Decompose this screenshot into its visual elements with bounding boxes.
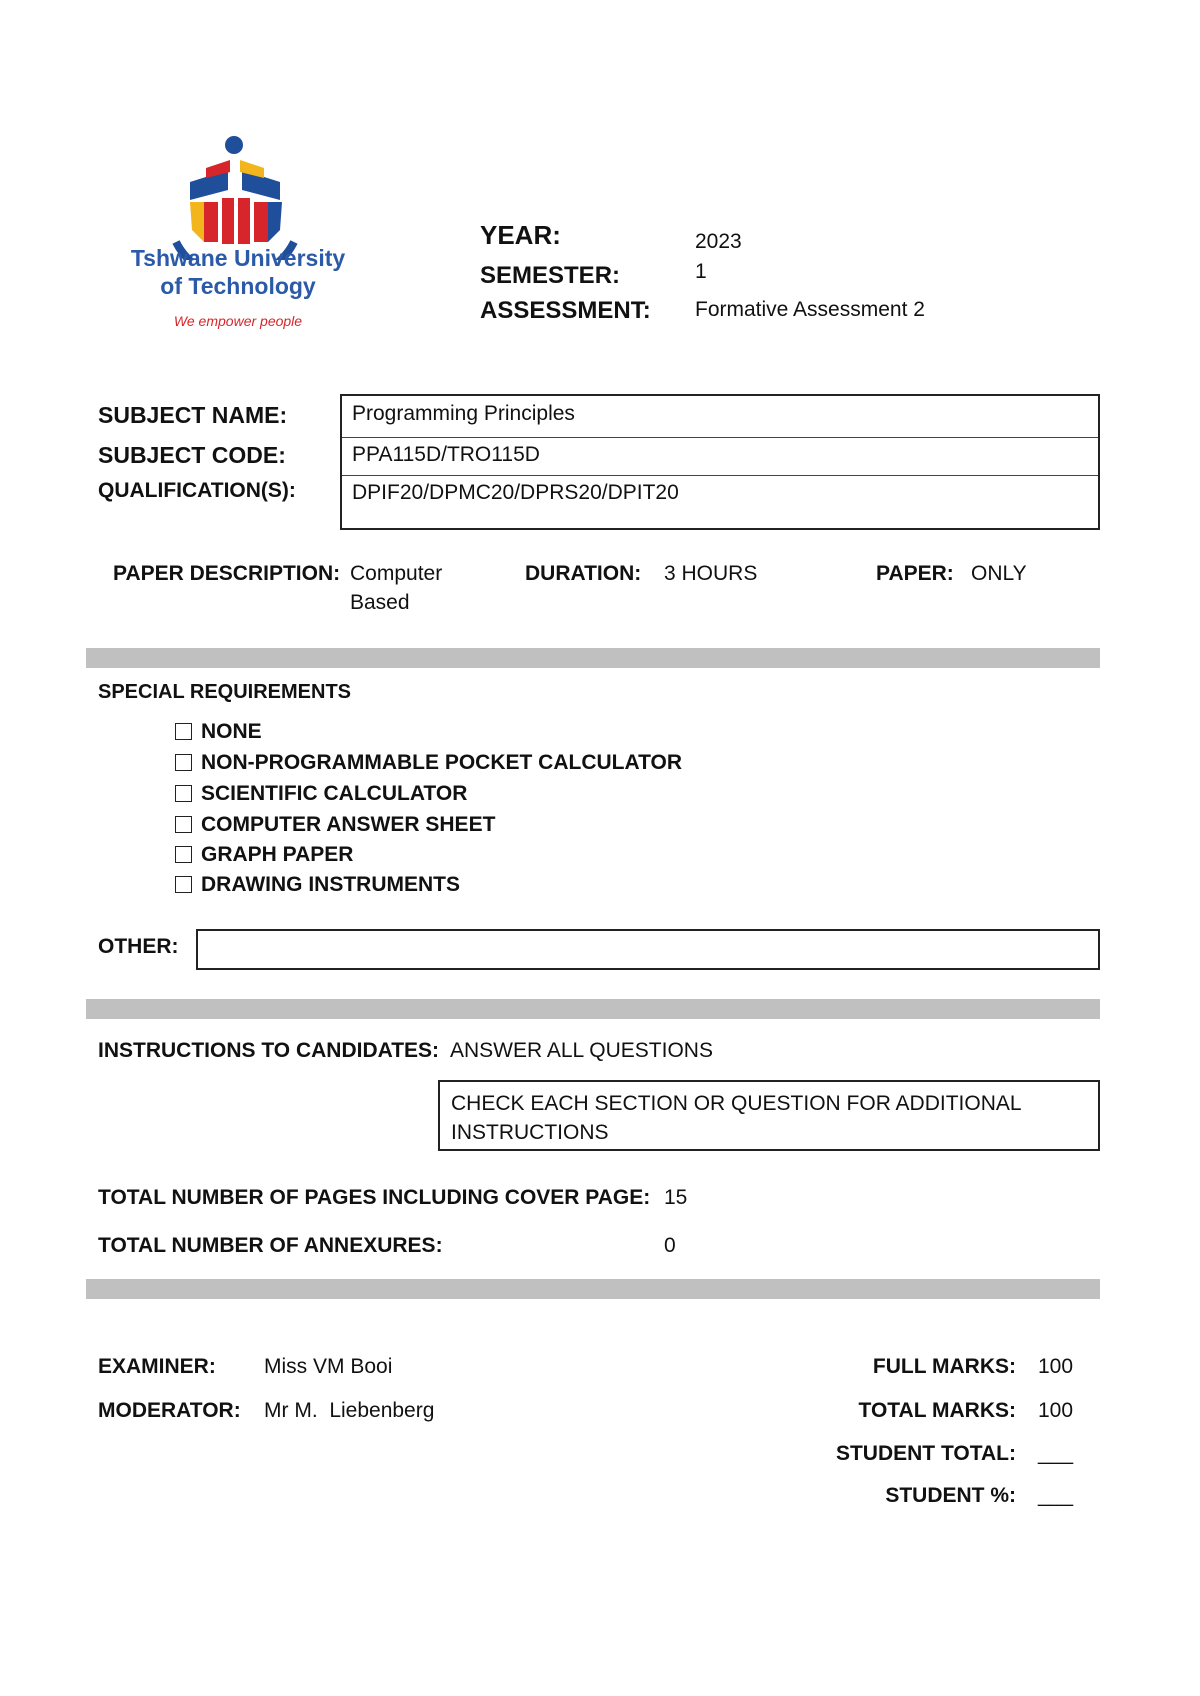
logo-tagline: We empower people [173, 313, 303, 329]
university-emblem-icon [120, 130, 360, 260]
full-marks-value: 100 [1038, 1355, 1074, 1378]
total-marks-label: TOTAL MARKS: [858, 1399, 1016, 1422]
paper-description-line2: Based [350, 591, 410, 614]
qualification-label: QUALIFICATION(S): [98, 479, 296, 502]
requirement-item[interactable]: COMPUTER ANSWER SHEET [175, 813, 495, 837]
requirement-item[interactable]: DRAWING INSTRUMENTS [175, 873, 460, 897]
total-marks-value: 100 [1038, 1399, 1074, 1422]
instructions-box-line1: CHECK EACH SECTION OR QUESTION FOR ADDITIONAL [451, 1092, 1022, 1115]
student-percent-value[interactable]: ___ [1038, 1484, 1074, 1507]
student-total-value[interactable]: ___ [1038, 1442, 1074, 1465]
semester-label: SEMESTER: [480, 262, 621, 289]
checkbox[interactable] [175, 785, 192, 802]
special-requirements-title: SPECIAL REQUIREMENTS [98, 681, 351, 703]
requirement-item[interactable]: SCIENTIFIC CALCULATOR [175, 782, 467, 806]
subject-name-value: Programming Principles [352, 402, 575, 425]
logo-line1: Tshwane University [130, 245, 346, 271]
year-label: YEAR: [480, 220, 561, 250]
subject-code-value: PPA115D/TRO115D [352, 443, 540, 466]
other-label: OTHER: [98, 935, 179, 958]
checkbox[interactable] [175, 846, 192, 863]
paper-value: ONLY [971, 562, 1027, 585]
requirement-item[interactable]: NON-PROGRAMMABLE POCKET CALCULATOR [175, 751, 682, 775]
subject-name-label: SUBJECT NAME: [98, 402, 288, 428]
year-value: 2023 [695, 230, 742, 253]
moderator-label: MODERATOR: [98, 1399, 241, 1422]
university-logo [120, 130, 360, 360]
examiner-label: EXAMINER: [98, 1355, 216, 1378]
assessment-value: Formative Assessment 2 [695, 298, 925, 321]
examiner-value: Miss VM Booi [264, 1355, 393, 1378]
subject-code-label: SUBJECT CODE: [98, 442, 286, 468]
total-pages-label: TOTAL NUMBER OF PAGES INCLUDING COVER PAGE: [98, 1186, 651, 1209]
logo-line2: of Technology [160, 273, 316, 299]
paper-label: PAPER: [876, 562, 954, 585]
total-annexures-label: TOTAL NUMBER OF ANNEXURES: [98, 1234, 443, 1257]
requirement-item[interactable]: NONE [175, 720, 262, 744]
duration-value: 3 HOURS [664, 562, 758, 585]
duration-label: DURATION: [525, 562, 642, 585]
instructions-label: INSTRUCTIONS TO CANDIDATES: [98, 1039, 440, 1062]
total-annexures-value: 0 [664, 1234, 676, 1257]
moderator-value: Mr M. Liebenberg [264, 1399, 435, 1422]
checkbox[interactable] [175, 754, 192, 771]
other-field[interactable] [196, 929, 1100, 970]
instructions-box [438, 1080, 1100, 1151]
paper-description-label: PAPER DESCRIPTION: [113, 562, 341, 585]
instructions-box-line2: INSTRUCTIONS [451, 1121, 609, 1144]
student-percent-label: STUDENT %: [885, 1484, 1016, 1507]
full-marks-label: FULL MARKS: [872, 1355, 1016, 1378]
student-total-label: STUDENT TOTAL: [835, 1442, 1016, 1465]
assessment-label: ASSESSMENT: [480, 297, 651, 324]
section-divider [86, 999, 1100, 1019]
section-divider [86, 648, 1100, 668]
requirement-item[interactable]: GRAPH PAPER [175, 843, 353, 867]
subject-details-box [340, 394, 1100, 530]
semester-value: 1 [695, 260, 707, 283]
total-pages-value: 15 [664, 1186, 688, 1209]
instructions-line1: ANSWER ALL QUESTIONS [450, 1039, 713, 1062]
paper-description-line1: Computer [350, 562, 443, 585]
checkbox[interactable] [175, 723, 192, 740]
qualification-value: DPIF20/DPMC20/DPRS20/DPIT20 [352, 481, 679, 504]
checkbox[interactable] [175, 816, 192, 833]
section-divider [86, 1279, 1100, 1299]
checkbox[interactable] [175, 876, 192, 893]
